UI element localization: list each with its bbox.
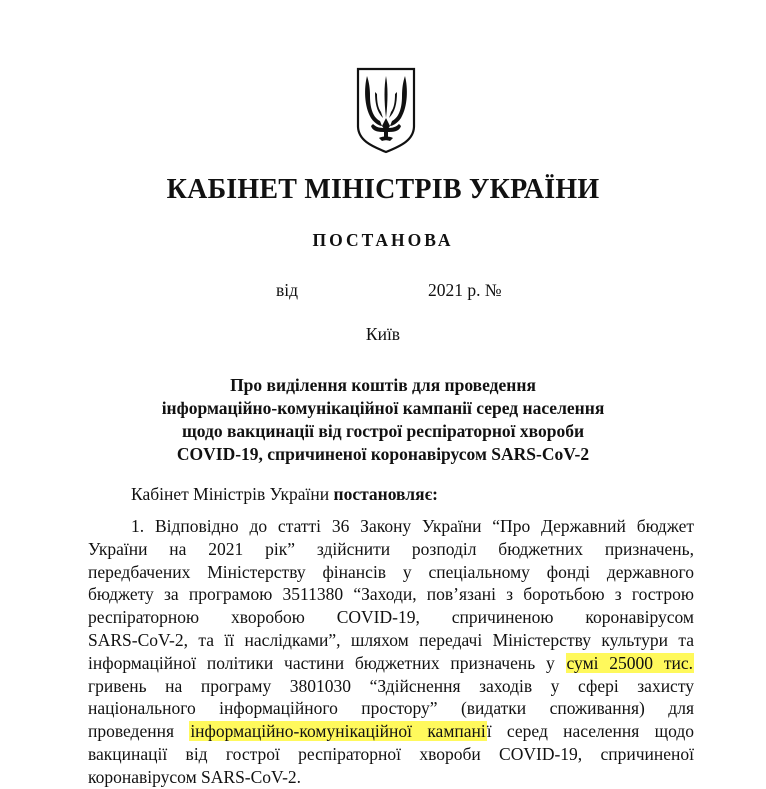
- title-line: COVID-19, спричиненої коронавірусом SARS-CoV-2: [176, 444, 590, 464]
- title-line: щодо вакцинації від гострої респіраторної хвороби: [181, 421, 585, 441]
- paragraph-line: респіраторною хворобою COVID-19, спричиненою коронавірусом: [88, 607, 694, 628]
- highlighted-campaign: інформаційно-комунікаційної кампані: [190, 721, 486, 742]
- date-prefix: від: [276, 280, 299, 300]
- line-text: інформаційної політики частини бюджетних призначень у: [88, 652, 566, 673]
- paragraph-line: 1. Відповідно до статті 36 Закону України “Про Державний бюджет: [131, 516, 694, 536]
- document-type: ПОСТАНОВА: [312, 230, 454, 250]
- paragraph-line: [88, 720, 694, 743]
- date-year-number: 2021 р. №: [428, 280, 502, 300]
- trident-coat-of-arms-icon: [355, 66, 417, 154]
- paragraph-line: гривень на програму 3801030 “Здійснення заходів у сфері захисту: [88, 675, 694, 696]
- paragraph-line: вакцинації від гострої респіраторної хвороби COVID-19, спричиненої: [88, 743, 694, 764]
- paragraph-1: [88, 515, 694, 789]
- paragraph-line: SARS-CoV-2, та її наслідками”, шляхом передачі Міністерству культури та: [88, 629, 694, 650]
- title-line: Про виділення коштів для проведення: [230, 375, 536, 395]
- highlighted-amount: сумі 25000 тис.: [566, 652, 693, 673]
- intro-text: Кабінет Міністрів України: [131, 484, 334, 504]
- organization-title: КАБІНЕТ МІНІСТРІВ УКРАЇНИ: [166, 174, 600, 205]
- line-text: проведення: [88, 721, 190, 742]
- paragraph-line: коронавірусом SARS-CoV-2.: [88, 766, 302, 787]
- resolution-intro: [131, 484, 438, 505]
- city: Київ: [365, 324, 401, 344]
- line-text: ї серед населення щодо: [486, 721, 694, 742]
- paragraph-line: національного інформаційного простору” (видатки споживання) для: [88, 698, 694, 719]
- paragraph-line: [88, 652, 694, 675]
- paragraph-line: України на 2021 рік” здійснити розподіл бюджетних призначень,: [88, 538, 694, 559]
- paragraph-line: бюджету за програмою 3511380 “Заходи, пов’язані з боротьбою з гострою: [88, 584, 694, 605]
- title-line: інформаційно-комунікаційної кампанії серед населення: [161, 398, 605, 418]
- document-title: [0, 374, 766, 466]
- intro-keyword: постановляє:: [333, 484, 438, 504]
- paragraph-line: передбачених Міністерству фінансів у спеціальному фонді державного: [88, 561, 694, 582]
